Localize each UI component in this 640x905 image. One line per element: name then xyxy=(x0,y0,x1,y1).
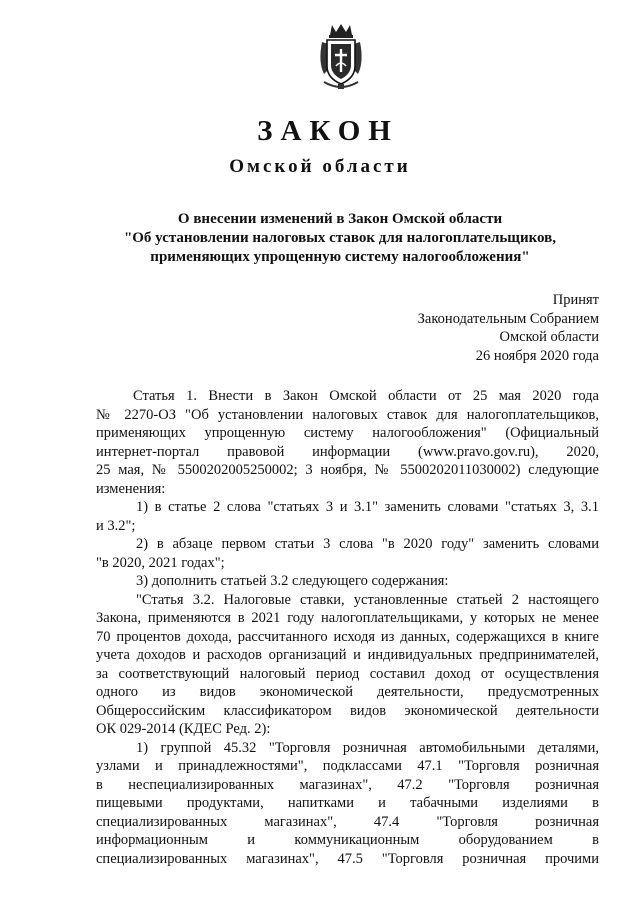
body-line: за соответствующий налоговый период составил доход от осуществления xyxy=(96,665,599,682)
adoption-line: Законодательным Собранием xyxy=(417,310,599,327)
body-line: Закона, применяются в 2021 году налогоплательщиками, у которых не менее xyxy=(96,610,599,626)
adoption-date: 26 ноября 2020 года xyxy=(475,347,599,364)
body-line: № 2270-ОЗ "Об установлении налоговых ставок для налогоплательщиков, xyxy=(96,406,599,423)
adoption-line: Омской области xyxy=(499,329,599,345)
body-line: 1) в статье 2 слова "статьях 3 и 3.1" заменить словами "статьях 3, 3.1 xyxy=(136,499,599,515)
heading-line: применяющих упрощенную систему налогообложения" xyxy=(150,249,530,265)
body-line: 25 мая, № 5500202005250002; 3 ноября, № 5500202011030002) следующие xyxy=(96,462,599,478)
body-line: 70 процентов дохода, рассчитанного исходя из данных, содержащихся в книге xyxy=(96,628,599,645)
body-line: 3) дополнить статьей 3.2 следующего содержания: xyxy=(136,573,449,589)
body-line: изменения: xyxy=(96,480,166,497)
body-line: Статья 1. Внести в Закон Омской области от 25 мая 2020 года xyxy=(133,388,599,404)
body-line: ОК 029-2014 (КДЕС Ред. 2): xyxy=(96,721,271,737)
heading-line: О внесении изменений в Закон Омской области xyxy=(177,211,503,227)
body-line: одного из видов экономической деятельности, предусмотренных xyxy=(96,684,599,700)
body-line: интернет-портал правовой информации (www.pravo.gov.ru), 2020, xyxy=(96,443,599,460)
body-line: 2) в абзаце первом статьи 3 слова "в 2020 году" заменить словами xyxy=(136,536,599,552)
body-line: применяющих упрощенную систему налогообложения" (Официальный xyxy=(96,425,599,441)
adoption-block xyxy=(418,291,599,365)
heading-line: "Об установлении налоговых ставок для налогоплательщиков, xyxy=(123,230,557,246)
body-line: информационным и коммуникационным оборудованием в xyxy=(96,832,599,848)
document-subtitle: Омской области xyxy=(229,156,411,177)
body-line: узлами и принадлежностями", подклассами 47.1 "Торговля розничная xyxy=(96,758,599,774)
body-line: и 3.2"; xyxy=(96,517,136,534)
adoption-line: Принят xyxy=(552,292,599,308)
body-line: 1) группой 45.32 "Торговля розничная автомобильными деталями, xyxy=(136,739,599,756)
body-line: специализированных магазинах", 47.5 "Торговля розничная прочими xyxy=(96,850,599,867)
body-line: пищевыми продуктами, напитками и табачными изделиями в xyxy=(96,795,599,811)
body-line: в неспециализированных магазинах", 47.2 "Торговля розничная xyxy=(96,776,599,793)
body-line: Общероссийским классификатором видов экономической деятельности xyxy=(96,702,599,719)
law-body-text xyxy=(96,387,599,868)
document-title: ЗАКОН xyxy=(257,115,399,147)
body-line: специализированных магазинах", 47.4 "Торговля розничная xyxy=(96,813,599,830)
body-line: "в 2020, 2021 годах"; xyxy=(96,554,225,571)
omsk-coat-of-arms-icon xyxy=(314,22,368,92)
body-line: "Статья 3.2. Налоговые ставки, установленные статьей 2 настоящего xyxy=(136,591,599,608)
law-heading xyxy=(90,210,590,267)
body-line: учета доходов и расходов организаций и индивидуальных предпринимателей, xyxy=(96,647,599,663)
